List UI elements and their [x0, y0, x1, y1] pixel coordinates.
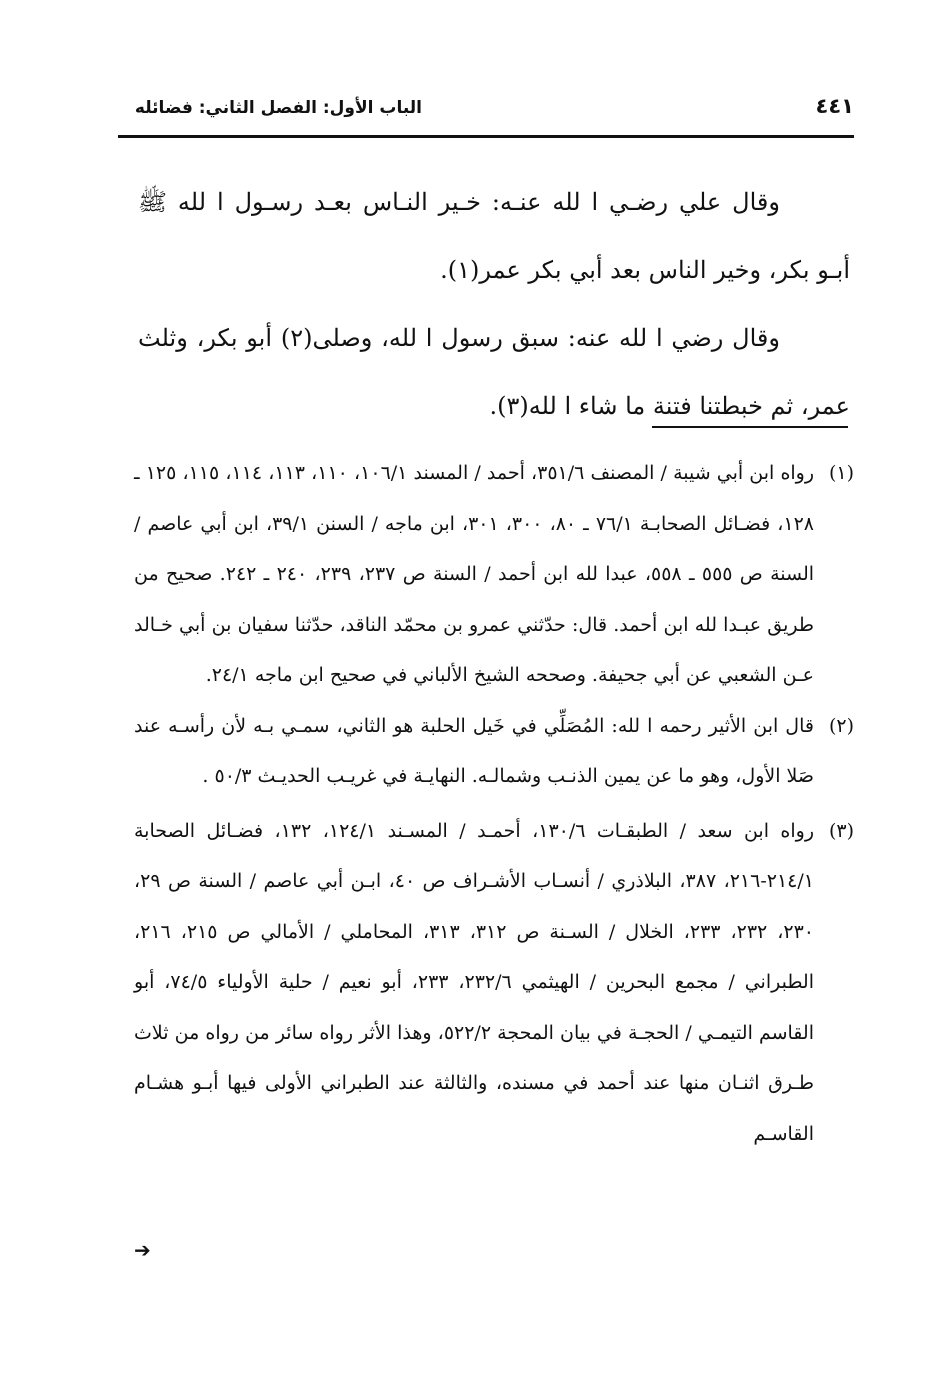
main-text [138, 168, 850, 440]
footnote-text: قال ابن الأثير رحمه ا لله: المُصَلِّي في خَيل الحلبة هو الثاني، سمـي بـه لأن رأسـه عند صَلا الأول، وهو ما عن يمين الذنـب وشمالـه. النهايـة في غريـب الحديـث ٥٠/٣ . [134, 714, 814, 787]
footnote-1 [134, 448, 854, 701]
chapter-title: الباب الأول: الفصل الثاني: فضائله [134, 98, 422, 118]
footnote-2 [134, 701, 854, 802]
page-number: ٤٤١ [815, 94, 854, 118]
footnote-text: رواه ابن سعد / الطبقـات ١٣٠/٦، أحمـد / المسـند ١٢٤/١، ١٣٢، فضـائل الصحابة ٢١٤/١-٢١٦، ٣٨٧، البلاذري / أنسـاب الأشـراف ص ٤٠، ابـن أبي عاصم / السنة ص ٢٩، ٢٣٠، ٢٣٢، ٢٣٣، الخلال / السـنة ص ٣١٢، ٣١٣، المحاملي / الأمالي ص ٢١٥، ٢١٦، الطبراني / مجمع البحرين / الهيثمي ٢٣٢/٦، ٢٣٣، أبو نعيم / حلية الأولياء ٧٤/٥، أبو القاسم التيمـي / الحجـة في بيان المحجة ٥٢٢/٢، وهذا الأثر رواه سائر من رواه من ثلاث طـرق اثنـان منها عند أحمد في مسنده، والثالثة عند الطبراني الأولى فيها أبـو هشـام القاسـم [134, 819, 815, 1145]
body-paragraph: وقال علي رضـي ا لله عنـه: خـير النـاس بعـد رسـول ا لله ﷺ أبـو بكر، وخير الناس بعد أبي بكر عمر(١). [138, 188, 850, 284]
body-paragraph: وقال رضي ا لله عنه: سبق رسول ا لله، وصلى(٢) أبو بكر، وثلث عمر، ثم خبطتنا فتنة ما شاء ا لله(٣). [138, 324, 850, 420]
header-rule [118, 135, 854, 138]
footnotes [134, 448, 854, 1159]
footnote-number: (١) [828, 462, 854, 484]
footnote-number: (٣) [828, 819, 854, 842]
continuation-arrow-icon: ➔ [134, 1238, 151, 1262]
footnote-3 [134, 806, 854, 1160]
footnote-separator [652, 426, 848, 428]
running-header [118, 92, 854, 132]
footnote-text: رواه ابن أبي شيبة / المصنف ٣٥١/٦، أحمد / المسند ١٠٦/١، ١١٠، ١١٣، ١١٤، ١١٥، ١٢٥ ـ ١٢٨، فضـائل الصحابـة ٧٦/١ ـ ٨٠، ٣٠٠، ٣٠١، ابن ماجه / السنن ٣٩/١، ابن أبي عاصم / السنة ص ٥٥٥ ـ ٥٥٨، عبدا لله ابن أحمد / السنة ص ٢٣٧، ٢٣٩، ٢٤٠ ـ ٢٤٢. صحيح من طريق عبـدا لله ابن أحمد. قال: حدّثني عمرو بن محمّد الناقد، حدّثنا سفيان بن أبي خـالد عـن الشعبي عن أبي جحيفة. وصححه الشيخ الألباني في صحيح ابن ماجه ٢٤/١. [134, 462, 815, 686]
footnote-number: (٢) [828, 714, 854, 737]
